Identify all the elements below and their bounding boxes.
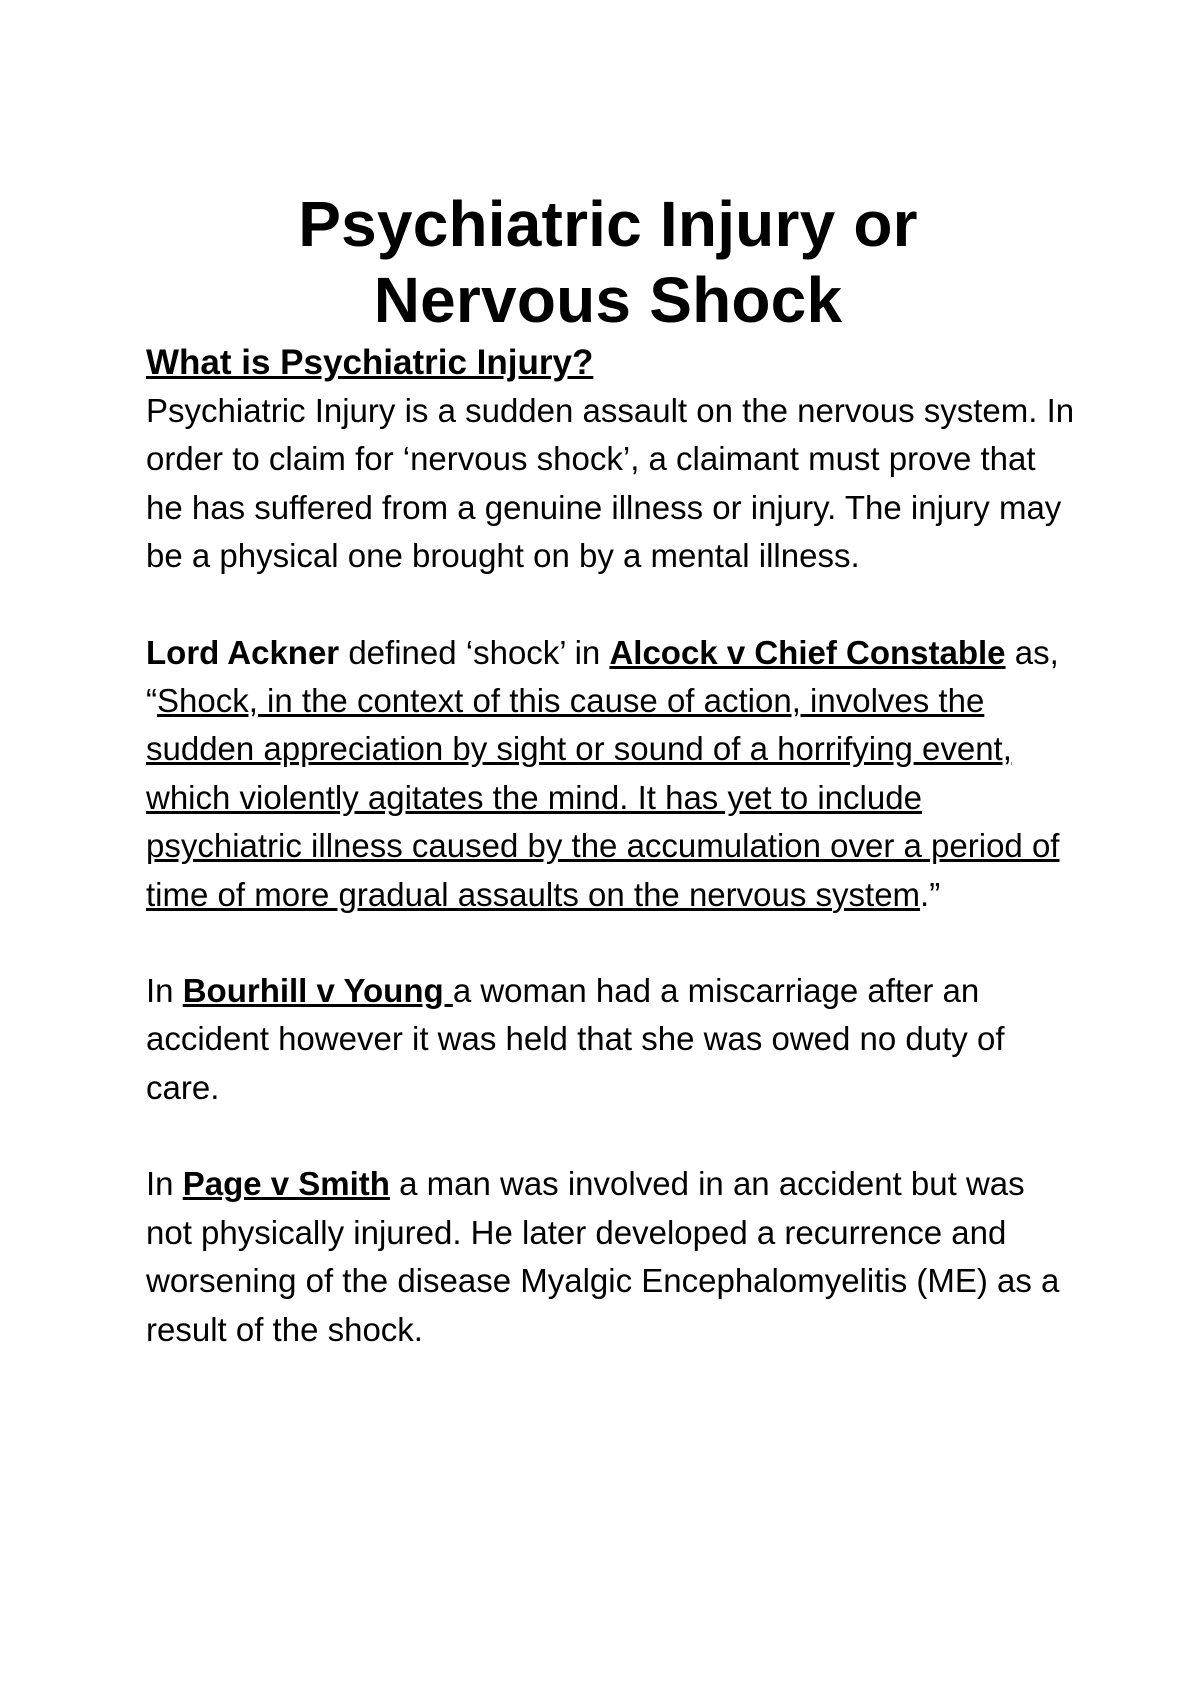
- page-smith-paragraph: [146, 1160, 1076, 1354]
- document-title: [146, 186, 1076, 338]
- title-line-2: Nervous Shock: [373, 264, 843, 336]
- judge-name: Lord Ackner: [146, 633, 340, 671]
- title-line-1: Psychiatric Injury or: [298, 188, 918, 260]
- case-name-alcock: Alcock v Chief Constable: [609, 633, 1006, 671]
- bourhill-text: a woman had a miscarriage after an accident however it was held that she was owed no duty of care.: [146, 972, 1005, 1106]
- intro-paragraph: Psychiatric Injury is a sudden assault on the nervous system. In order to claim for ‘nervous shock’, a claimant must prove that he has suffered from a genuine illness or injury. The injury may be a physical one brought on by a mental illness.: [146, 392, 1075, 575]
- ackner-text-1: defined ‘shock’ in: [339, 633, 610, 671]
- ackner-paragraph: [146, 629, 1076, 919]
- case-name-page-smith: Page v Smith: [182, 1165, 390, 1203]
- ackner-quote-close: .”: [920, 875, 941, 913]
- page-smith-prefix: In: [146, 1165, 183, 1203]
- bourhill-paragraph: [146, 967, 1076, 1112]
- ackner-quote: Shock, in the context of this cause of action, involves the sudden appreciation by sight or sound of a horrifying event, which violently agitates the mind. It has yet to include psychiatric illness caused by the accumulation over a period of time of more gradual assaults on the nervous system: [146, 682, 1060, 913]
- ackner-text-2: as, “: [146, 633, 1059, 720]
- case-name-bourhill: Bourhill v Young: [182, 972, 453, 1010]
- page-smith-text: a man was involved in an accident but was not physically injured. He later developed a recurrence and worsening of the disease Myalgic Encephalomyelitis (ME) as a result of the shock.: [146, 1165, 1060, 1348]
- bourhill-prefix: In: [146, 972, 183, 1010]
- section-heading: What is Psychiatric Injury?: [146, 343, 594, 382]
- document-page: [146, 186, 1076, 1354]
